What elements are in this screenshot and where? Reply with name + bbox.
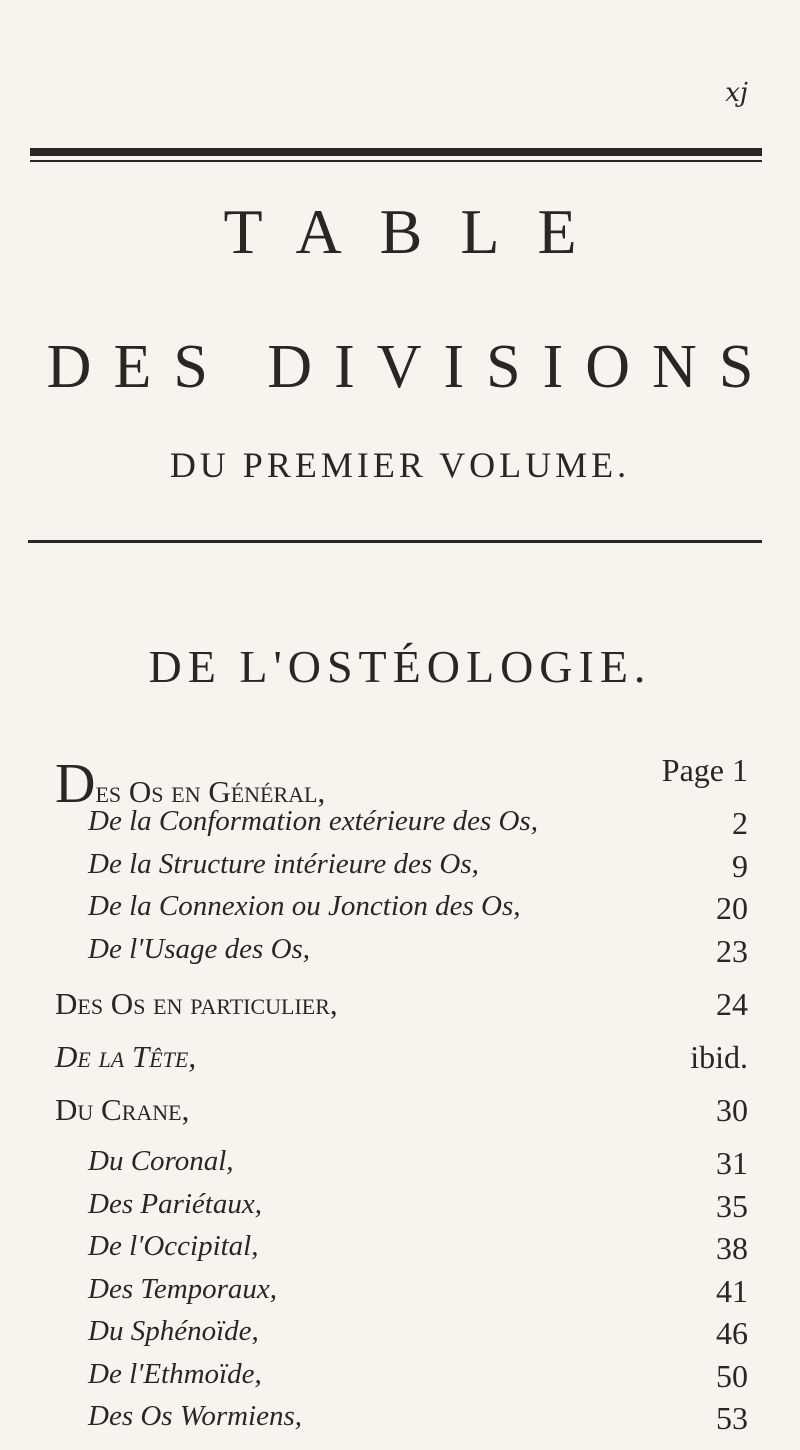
toc-entry-page: 35 xyxy=(716,1188,748,1224)
toc-entry xyxy=(0,752,800,815)
toc-entry xyxy=(0,1400,800,1450)
toc-entry-label: De la Connexion ou Jonction des Os, xyxy=(88,890,521,922)
toc-entry-label: Des Os en Général, xyxy=(55,753,326,815)
toc-entry-label: De l'Usage des Os, xyxy=(88,933,311,965)
toc-entry-page: 9 xyxy=(732,848,748,884)
toc-entry-label: Du Crane, xyxy=(55,1092,190,1127)
toc-entry-label: Des Pariétaux, xyxy=(88,1188,262,1220)
toc-entry xyxy=(0,1092,800,1142)
toc-entry xyxy=(0,1039,800,1089)
top-rule xyxy=(30,148,762,156)
toc-entry-page: 30 xyxy=(716,1092,748,1128)
folio-number: xj xyxy=(725,78,748,108)
toc-entry-page: 31 xyxy=(716,1145,748,1181)
toc-entry-label: De l'Occipital, xyxy=(88,1230,259,1262)
toc-entry-page: 41 xyxy=(716,1273,748,1309)
toc-entry-label: Du Sphénoïde, xyxy=(88,1315,259,1347)
toc-entry-label: Des Os en particulier, xyxy=(55,986,338,1021)
toc-entry-label: De l'Ethmoïde, xyxy=(88,1358,262,1390)
toc-entry-page: 53 xyxy=(716,1400,748,1436)
toc-entry-page: 24 xyxy=(716,986,748,1022)
toc-entry-page: Page 1 xyxy=(661,752,748,788)
toc-entry-label: Du Coronal, xyxy=(88,1145,234,1177)
section-heading: DE L'OSTÉOLOGIE. xyxy=(148,641,652,692)
toc-entry-label: De la Structure intérieure des Os, xyxy=(88,848,479,880)
toc-entry-label: De la Tête, xyxy=(55,1039,197,1074)
toc-entry-label: Des Os Wormiens, xyxy=(88,1400,303,1432)
section-rule xyxy=(28,540,762,543)
toc-entry-page: 23 xyxy=(716,933,748,969)
toc-entry-page: 2 xyxy=(732,805,748,841)
toc-entry-label: Des Temporaux, xyxy=(88,1273,278,1305)
toc-entry xyxy=(0,933,800,983)
toc-entry-page: 20 xyxy=(716,890,748,926)
toc-entry-page: ibid. xyxy=(690,1039,748,1075)
page-title: TABLE xyxy=(223,196,615,267)
volume-heading: DU PREMIER VOLUME. xyxy=(169,445,631,485)
toc-entry-page: 46 xyxy=(716,1315,748,1351)
toc-entry xyxy=(0,986,800,1036)
page-subtitle: DES DIVISIONS xyxy=(46,333,776,401)
toc-entry-label: De la Conformation extérieure des Os, xyxy=(88,805,538,837)
toc-entry-page: 38 xyxy=(716,1230,748,1266)
toc-entry-page: 50 xyxy=(716,1358,748,1394)
